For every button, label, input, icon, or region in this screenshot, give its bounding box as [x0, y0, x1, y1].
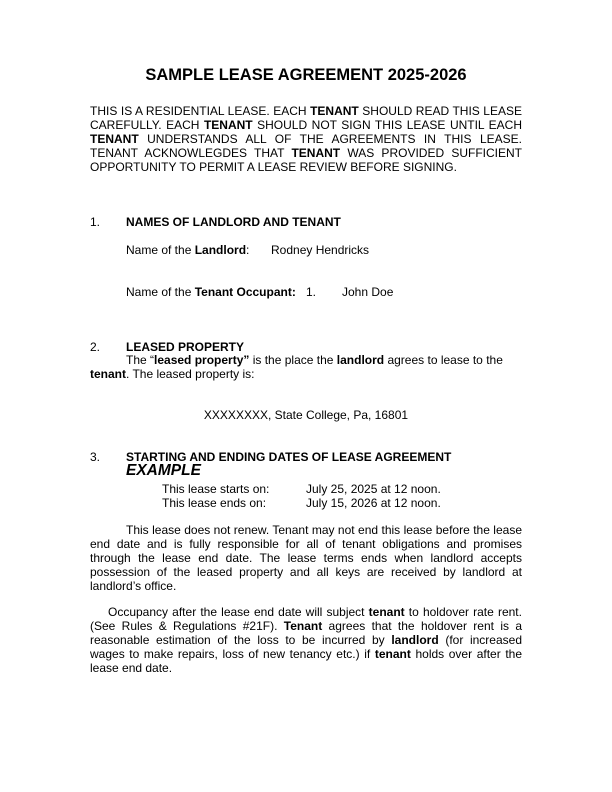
- leased-property-term: leased property”: [154, 353, 250, 367]
- section-2-number: 2.: [90, 340, 101, 354]
- holdover-paragraph: [90, 605, 522, 675]
- holdover-text: to holdover rate rent. (See Rules & Regulations #21F).: [90, 605, 522, 633]
- tenant-label-prefix: Name of the: [126, 285, 195, 299]
- section-1-heading: NAMES OF LANDLORD AND TENANT: [126, 215, 341, 229]
- tenant-label: [126, 285, 296, 299]
- intro-text: THIS IS A RESIDENTIAL LEASE. EACH: [90, 104, 311, 118]
- intro-text: SHOULD NOT SIGN THIS LEASE UNTIL EACH: [252, 118, 523, 132]
- document-title: SAMPLE LEASE AGREEMENT 2025-2026: [145, 66, 467, 84]
- landlord-term: landlord: [391, 633, 439, 647]
- intro-tenant-term: TENANT: [203, 118, 253, 132]
- tenant-label-bold: Tenant Occupant:: [194, 285, 296, 299]
- holdover-text: agrees that the holdover rent is a reasonable estimation of the loss to be incurred by: [90, 619, 522, 647]
- leased-text: . The leased property is:: [126, 367, 255, 381]
- tenant-term: tenant: [90, 367, 126, 381]
- landlord-label: [126, 243, 249, 257]
- landlord-label-bold: Landlord: [194, 243, 247, 257]
- tenant-name: John Doe: [342, 285, 394, 299]
- section-2-heading: LEASED PROPERTY: [126, 340, 245, 354]
- renewal-paragraph: This lease does not renew. Tenant may not end this lease before the lease end date and is fully responsible for all of tenant obligations and promises through the lease end date. The lease terms ends when landlord accepts possession of the leased property and all keys are received by landlord at landlord’s office.: [90, 523, 522, 593]
- intro-text: WAS PROVIDED SUFFICIENT OPPORTUNITY TO PERMIT A LEASE REVIEW BEFORE SIGNING.: [90, 146, 522, 174]
- lease-end-label: This lease ends on:: [162, 496, 267, 510]
- tenant-term: tenant: [368, 605, 405, 619]
- intro-text: SHOULD READ THIS LEASE CAREFULLY. EACH: [90, 104, 522, 132]
- leased-text: The “: [126, 353, 155, 367]
- intro-paragraph: [90, 104, 522, 174]
- holdover-text: (for increased wages to make repairs, loss of new tenancy etc.) if: [90, 633, 522, 661]
- lease-start-value: July 25, 2025 at 12 noon.: [306, 482, 441, 496]
- section-3-heading: STARTING AND ENDING DATES OF LEASE AGREEMENT: [126, 450, 452, 464]
- holdover-text: holds over after the lease end date.: [90, 647, 523, 675]
- tenant-term: tenant: [374, 647, 411, 661]
- intro-tenant-term: TENANT: [90, 132, 139, 146]
- landlord-name: Rodney Hendricks: [271, 243, 370, 257]
- intro-tenant-term: TENANT: [291, 146, 341, 160]
- leased-property-line-2: [90, 367, 255, 381]
- leased-text: agrees to lease to the: [384, 353, 503, 367]
- intro-tenant-term: TENANT: [310, 104, 359, 118]
- lease-end-value: July 15, 2026 at 12 noon.: [306, 496, 441, 510]
- example-label: EXAMPLE: [126, 462, 201, 479]
- tenant-index: 1.: [306, 285, 317, 299]
- property-address: XXXXXXXX, State College, Pa, 16801: [203, 408, 409, 422]
- landlord-label-prefix: Name of the: [126, 243, 195, 257]
- section-3-number: 3.: [90, 450, 101, 464]
- leased-text: is the place the: [249, 353, 337, 367]
- holdover-text: Occupancy after the lease end date will subject: [108, 605, 369, 619]
- intro-text: UNDERSTANDS ALL OF THE AGREEMENTS IN THIS LEASE. TENANT ACKNOWLEGDES THAT: [90, 132, 522, 160]
- landlord-term: landlord: [336, 353, 385, 367]
- lease-start-label: This lease starts on:: [162, 482, 270, 496]
- section-1-number: 1.: [90, 215, 101, 229]
- landlord-label-suffix: :: [246, 243, 250, 257]
- tenant-term: Tenant: [283, 619, 323, 633]
- leased-property-line-1: [126, 353, 503, 367]
